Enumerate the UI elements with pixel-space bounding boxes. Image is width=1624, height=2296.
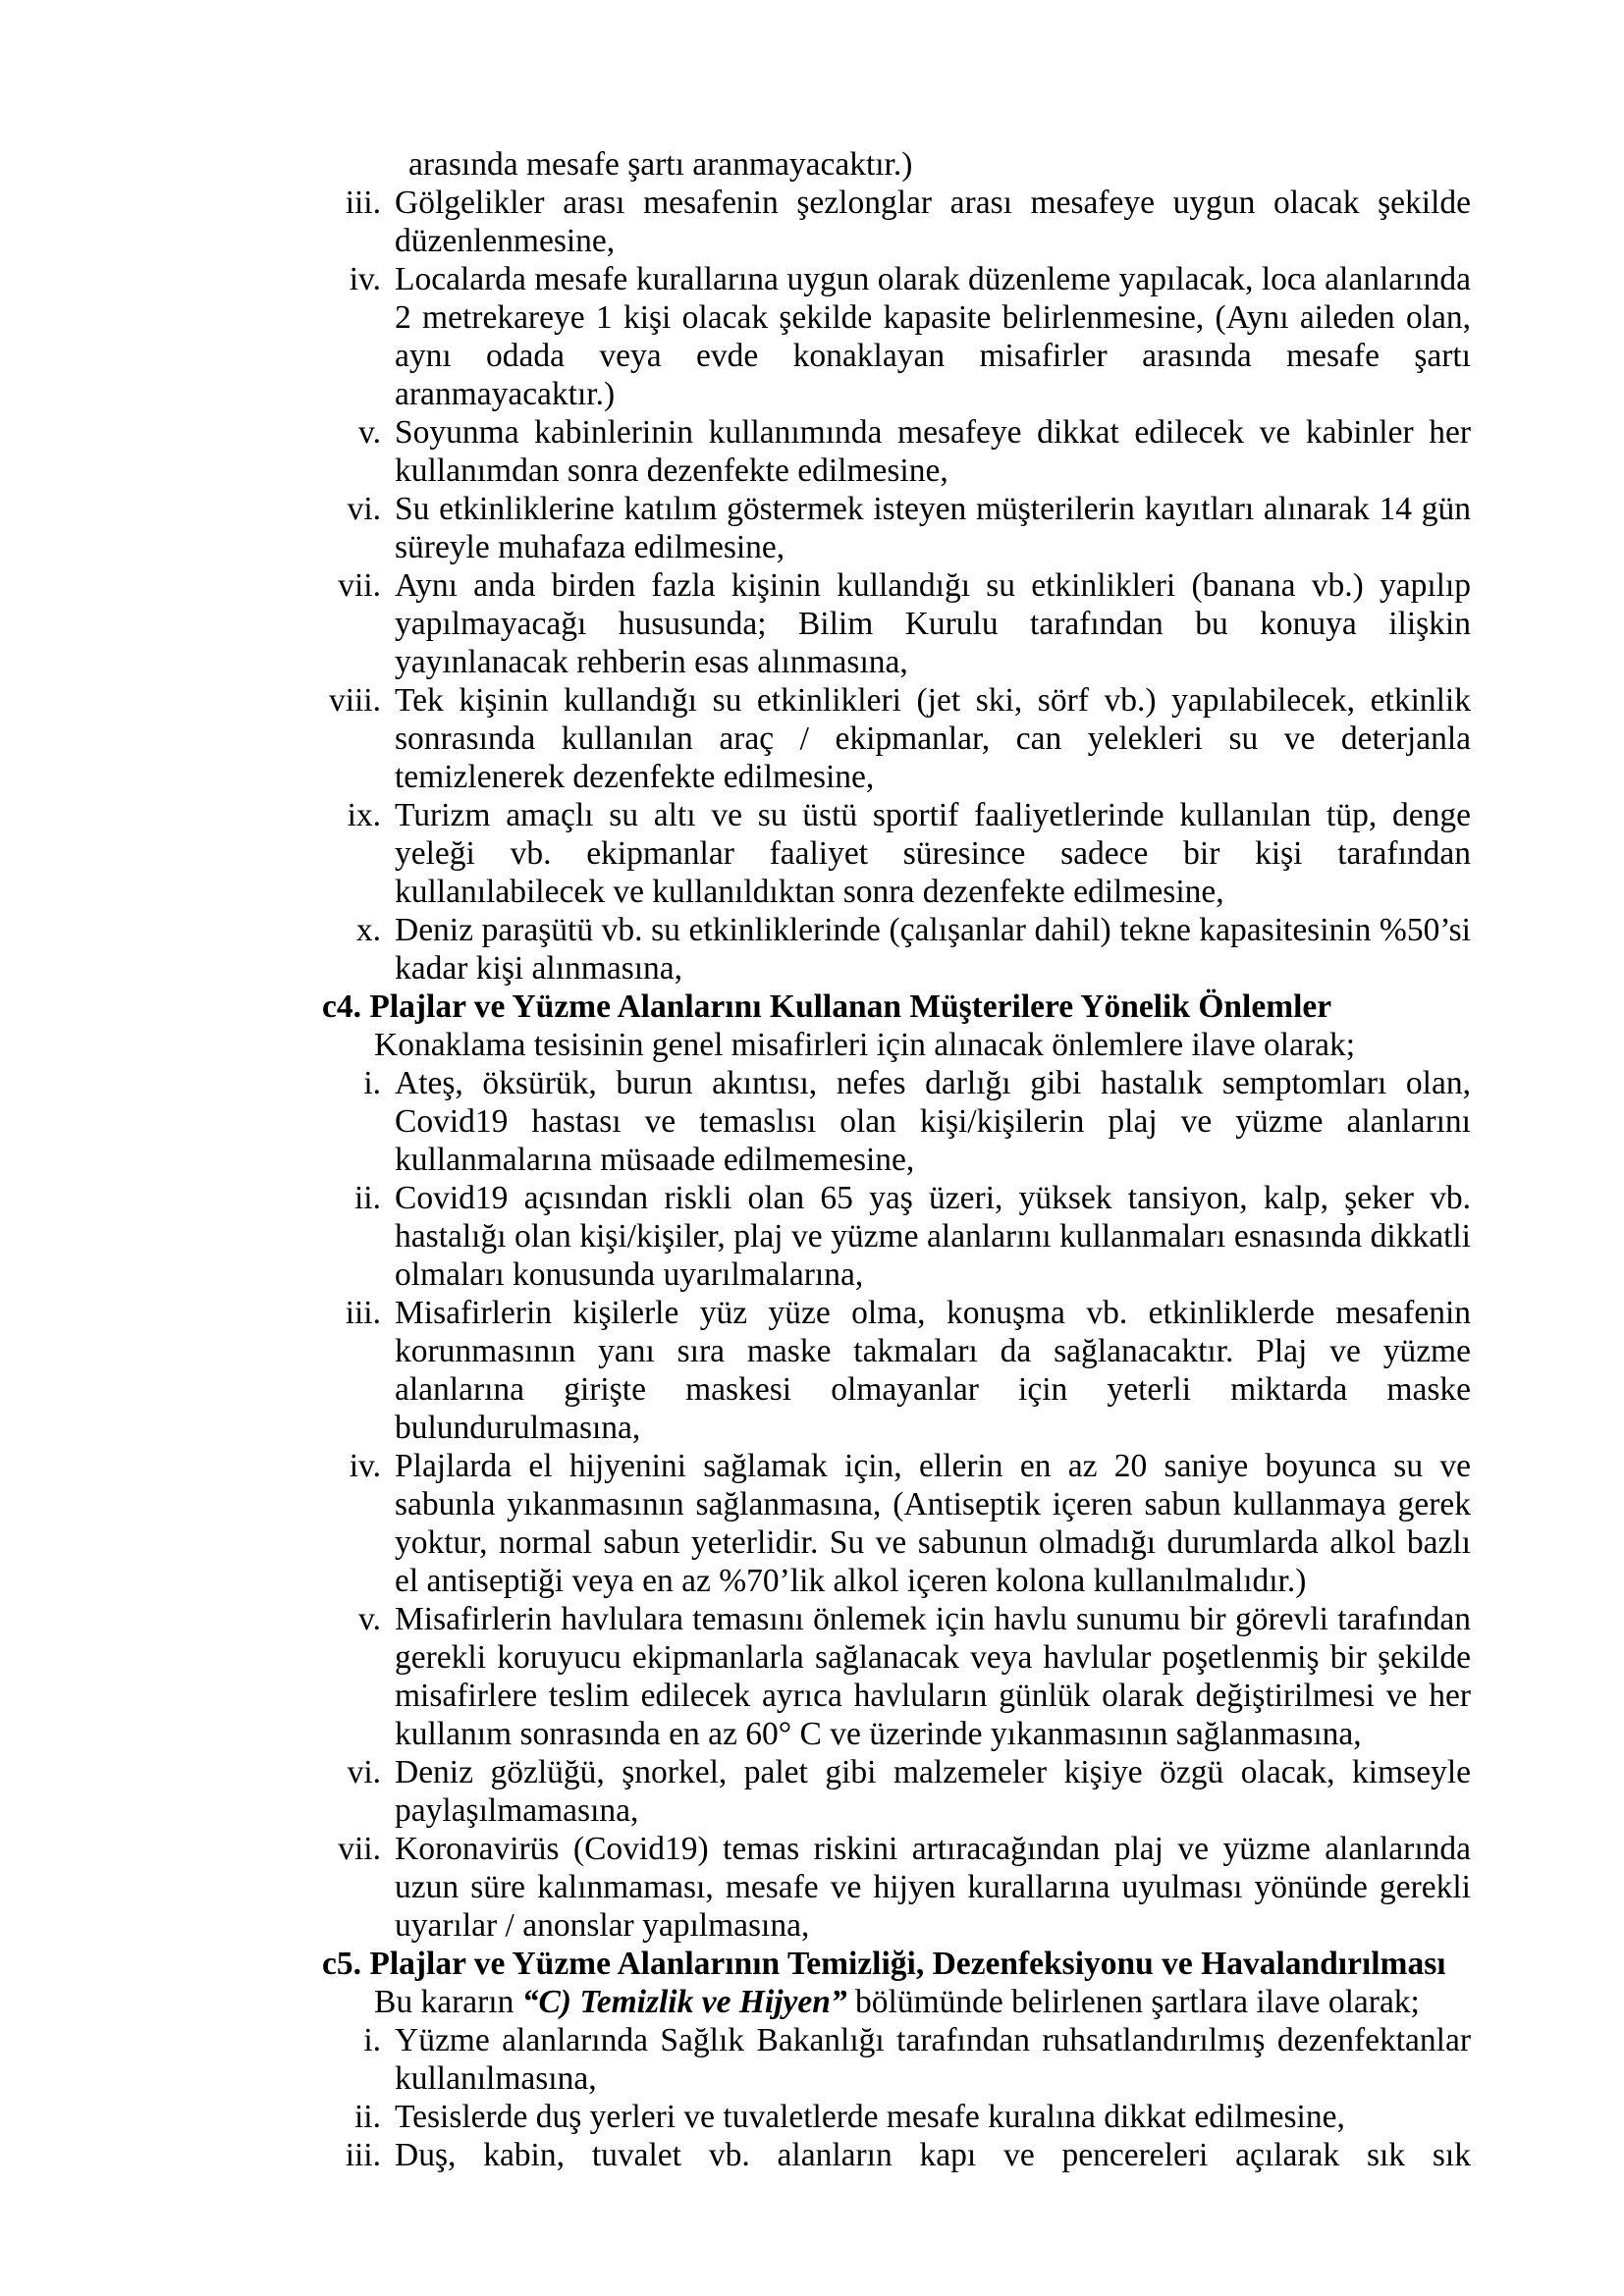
list-item — [0, 1179, 1624, 1294]
list-item-number: v. — [358, 414, 381, 451]
list-item-number: v. — [358, 1601, 381, 1637]
list-item-number: iii. — [345, 185, 381, 221]
list-item-number: vi. — [347, 491, 381, 527]
section-intro-c5 — [0, 1983, 1471, 2021]
list-item-text: Deniz paraşütü vb. su etkinliklerinde (çalışanlar dahil) tekne kapasitesinin %50’si kadar kişi alınmasına, — [395, 912, 1471, 987]
list-c5 — [0, 2021, 1624, 2174]
section-heading-c5: c5. Plajlar ve Yüzme Alanlarının Temizliği, Dezenfeksiyonu ve Havalandırılması — [322, 1946, 1446, 1982]
list-item — [0, 2021, 1624, 2098]
list-item-number: ix. — [347, 797, 381, 833]
list-item — [0, 1294, 1624, 1447]
list-item — [0, 490, 1624, 566]
intro-emphasis: “C) Temizlik ve Hijyen” — [521, 1984, 847, 2020]
section-heading-c4: c4. Plajlar ve Yüzme Alanlarını Kullanan Müşterilere Yönelik Önlemler — [322, 988, 1332, 1025]
list-item-text: Covid19 açısından riskli olan 65 yaş üzeri, yüksek tansiyon, kalp, şeker vb. hastalığı olan kişi/kişiler, plaj ve yüzme alanlarını kullanmaları esnasında dikkatli olmaları konusunda uyarılmalarına, — [395, 1180, 1471, 1293]
list-item-text: Tesislerde duş yerleri ve tuvaletlerde mesafe kuralına dikkat edilmesine, — [395, 2099, 1345, 2135]
list-item — [0, 413, 1624, 490]
list-item-text: Turizm amaçlı su altı ve su üstü sportif faaliyetlerinde kullanılan tüp, denge yeleği vb. ekipmanlar faaliyet süresince sadece bir kişi tarafından kullanılabilecek ve kullanıldıktan sonra dezenfekte edilmesine, — [395, 797, 1471, 910]
list-item — [0, 2136, 1624, 2174]
list-item-number: iv. — [349, 1448, 381, 1484]
list-item — [0, 260, 1624, 413]
list-item — [0, 566, 1624, 681]
list-item-text: Aynı anda birden fazla kişinin kullandığı su etkinlikleri (banana vb.) yapılıp yapılmayacağı hususunda; Bilim Kurulu tarafından bu konuya ilişkin yayınlanacak rehberin esas alınmasına, — [395, 567, 1471, 680]
list-item-text: Ateş, öksürük, burun akıntısı, nefes darlığı gibi hastalık semptomları olan, Covid19 hastası ve temaslısı olan kişi/kişilerin plaj ve yüzme alanlarını kullanmalarına müsaade edilmemesine, — [395, 1065, 1471, 1178]
list-item-number: i. — [363, 2022, 381, 2058]
list-item — [0, 681, 1624, 796]
list-item-text: Soyunma kabinlerinin kullanımında mesafeye dikkat edilecek ve kabinler her kullanımdan sonra dezenfekte edilmesine, — [395, 414, 1471, 489]
list-item-number: vii. — [338, 567, 381, 604]
list-item-text: Gölgelikler arası mesafenin şezlonglar arası mesafeye uygun olacak şekilde düzenlenmesine, — [395, 185, 1471, 259]
list-c4 — [0, 1064, 1624, 1945]
list-item-text: Localarda mesafe kurallarına uygun olarak düzenleme yapılacak, loca alanlarında 2 metrekareye 1 kişi olacak şekilde kapasite belirlenmesine, (Aynı aileden olan, aynı odada veya evde konaklayan misafirler arasında mesafe şartı aranmayacaktır.) — [395, 261, 1471, 412]
list-item-number: x. — [355, 912, 381, 948]
list-item-text: Deniz gözlüğü, şnorkel, palet gibi malzemeler kişiye özgü olacak, kimseyle paylaşılmamasına, — [395, 1754, 1471, 1829]
list-item-text: Su etkinliklerine katılım göstermek isteyen müşterilerin kayıtları alınarak 14 gün süreyle muhafaza edilmesine, — [395, 491, 1471, 565]
list-a — [0, 184, 1624, 988]
list-item-number: iv. — [349, 261, 381, 297]
list-item — [0, 1753, 1624, 1830]
list-item — [0, 1830, 1624, 1945]
list-item-text: Yüzme alanlarında Sağlık Bakanlığı tarafından ruhsatlandırılmış dezenfektanlar kullanılmasına, — [395, 2022, 1471, 2097]
list-item-number: ii. — [354, 1180, 381, 1216]
list-item-text: Koronavirüs (Covid19) temas riskini artıracağından plaj ve yüzme alanlarında uzun süre kalınmaması, mesafe ve hijyen kurallarına uyulması yönünde gerekli uyarılar / anonslar yapılmasına, — [395, 1831, 1471, 1944]
continuation-text: arasında mesafe şartı aranmayacaktır.) — [408, 146, 913, 183]
list-item — [0, 1600, 1624, 1753]
list-item-text: Tek kişinin kullandığı su etkinlikleri (jet ski, sörf vb.) yapılabilecek, etkinlik sonrasında kullanılan araç / ekipmanlar, can yelekleri su ve deterjanla temizlenerek dezenfekte edilmesine, — [395, 682, 1471, 795]
list-item — [0, 796, 1624, 911]
list-item — [0, 2098, 1624, 2136]
list-item-number: vii. — [338, 1831, 381, 1867]
list-item-text: Misafirlerin kişilerle yüz yüze olma, konuşma vb. etkinliklerde mesafenin korunmasının yanı sıra maske takmaları da sağlanacaktır. Plaj ve yüzme alanlarına girişte maskesi olmayanlar için yeterli miktarda maske bulundurulmasına, — [395, 1295, 1471, 1446]
list-item-number: ii. — [354, 2099, 381, 2135]
list-item-number: i. — [363, 1065, 381, 1101]
intro-text-after: bölümünde belirlenen şartlara ilave olarak; — [846, 1984, 1420, 2020]
list-item — [0, 1064, 1624, 1179]
list-item-number: vi. — [347, 1754, 381, 1790]
section-intro-c4: Konaklama tesisinin genel misafirleri için alınacak önlemlere ilave olarak; — [374, 1027, 1356, 1063]
list-item-text: Misafirlerin havlulara temasını önlemek için havlu sunumu bir görevli tarafından gerekli koruyucu ekipmanlarla sağlanacak veya havlular poşetlenmiş bir şekilde misafirlere teslim edilecek ayrıca havluların günlük olarak değiştirilmesi ve her kullanım sonrasında en az 60° C ve üzerinde yıkanmasının sağlanmasına, — [395, 1601, 1471, 1752]
list-item-text: Duş, kabin, tuvalet vb. alanların kapı ve pencereleri açılarak sık sık — [395, 2137, 1471, 2173]
list-item-number: viii. — [328, 682, 381, 719]
list-item-number: iii. — [345, 2137, 381, 2173]
list-item-text: Plajlarda el hijyenini sağlamak için, ellerin en az 20 saniye boyunca su ve sabunla yıkanmasının sağlanmasına, (Antiseptik içeren sabun kullanmaya gerek yoktur, normal sabun yeterlidir. Su ve sabunun olmadığı durumlarda alkol bazlı el antiseptiği veya en az %70’lik alkol içeren kolona kullanılmalıdır.) — [395, 1448, 1471, 1599]
list-item — [0, 911, 1624, 988]
document-page — [0, 145, 1624, 2174]
intro-text-before: Bu kararın — [374, 1984, 522, 2020]
list-item — [0, 1447, 1624, 1600]
list-item-number: iii. — [345, 1295, 381, 1331]
list-item — [0, 184, 1624, 260]
